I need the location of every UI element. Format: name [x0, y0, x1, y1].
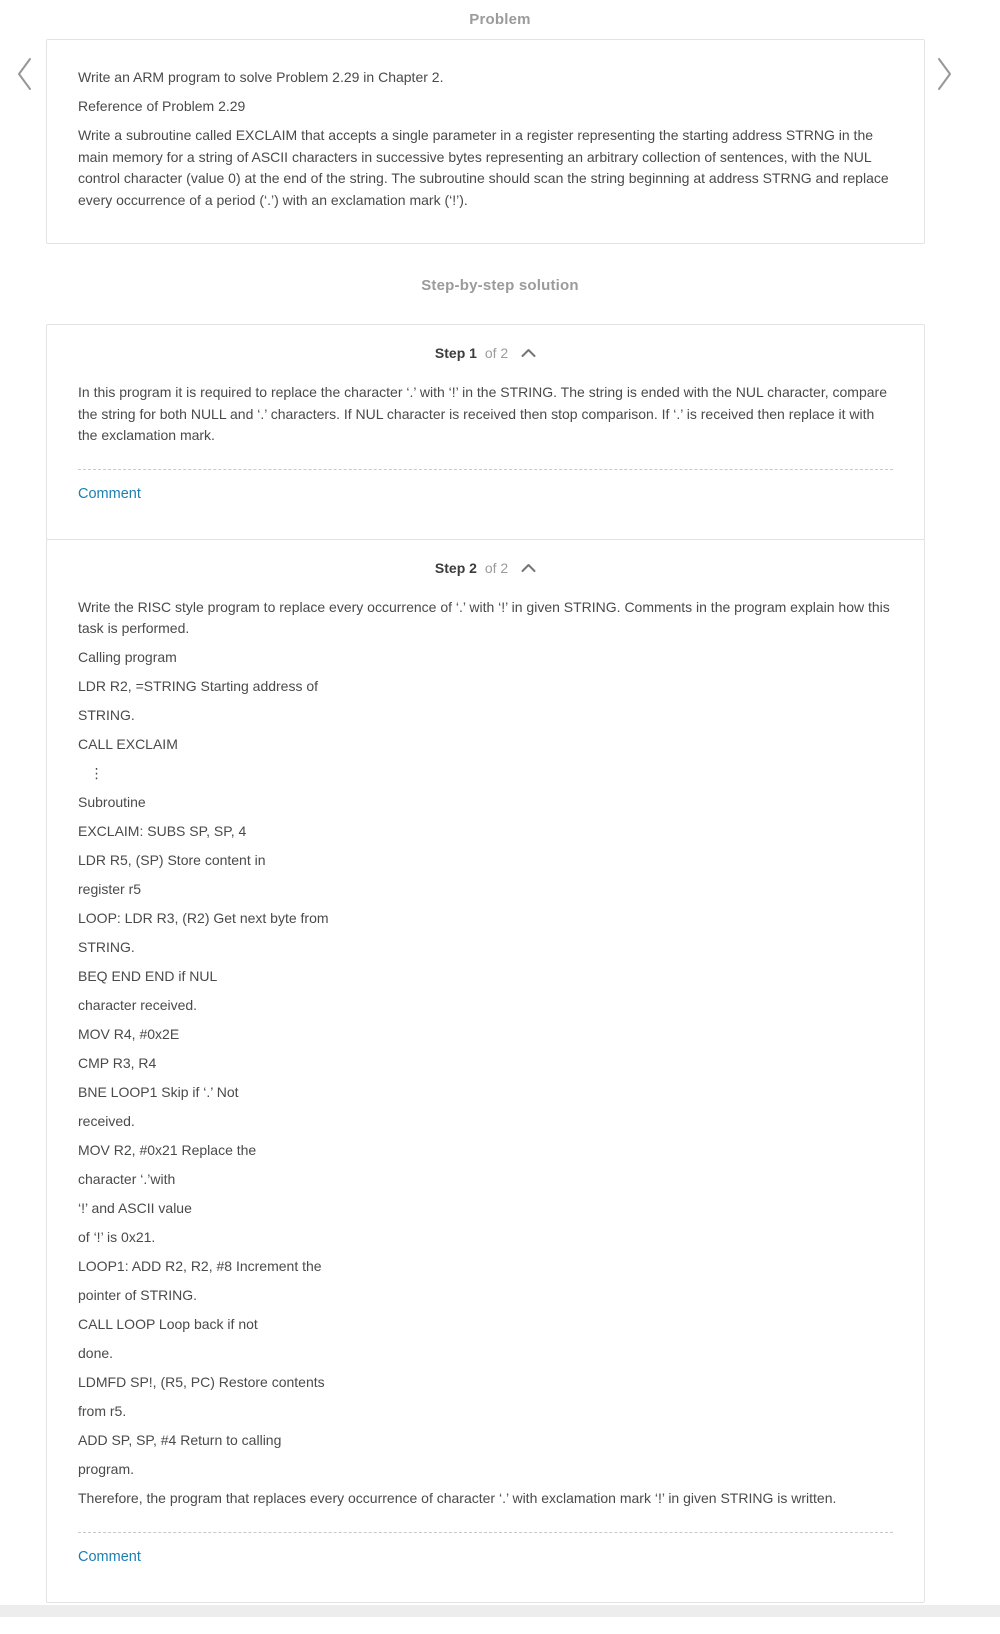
collapse-chevron-up-icon[interactable] — [521, 560, 536, 576]
problem-section — [0, 39, 1000, 244]
step-paragraph: EXCLAIM: SUBS SP, SP, 4 — [78, 823, 247, 839]
step-2-body — [78, 597, 893, 1510]
step-paragraph: ‘!’ and ASCII value — [78, 1200, 192, 1216]
step-2-header[interactable] — [78, 560, 893, 576]
step-paragraph: LOOP: LDR R3, (R2) Get next byte from — [78, 910, 329, 926]
step-paragraph: LDR R5, (SP) Store content in — [78, 852, 266, 868]
next-problem-button[interactable] — [933, 56, 956, 92]
step-paragraph: LOOP1: ADD R2, R2, #8 Increment the — [78, 1258, 322, 1274]
step-paragraph: Therefore, the program that replaces every occurrence of character ‘.’ with exclamation mark ‘!’ in given STRING is written. — [78, 1490, 837, 1506]
chevron-right-icon — [933, 80, 956, 95]
step-1-card — [46, 324, 925, 540]
step-paragraph: STRING. — [78, 939, 135, 955]
step-paragraph: CALL EXCLAIM — [78, 736, 178, 752]
problem-card — [46, 39, 925, 244]
problem-paragraph: Reference of Problem 2.29 — [78, 98, 246, 114]
step-paragraph: character received. — [78, 997, 198, 1013]
step-2-card — [46, 539, 925, 1603]
problem-title: Problem — [469, 11, 531, 28]
step-paragraph: CMP R3, R4 — [78, 1055, 157, 1071]
step-paragraph: of ‘!’ is 0x21. — [78, 1229, 156, 1245]
step-paragraph: LDMFD SP!, (R5, PC) Restore contents — [78, 1374, 325, 1390]
step-paragraph: CALL LOOP Loop back if not — [78, 1316, 258, 1332]
step-paragraph: Calling program — [78, 649, 177, 665]
step-paragraph: pointer of STRING. — [78, 1287, 198, 1303]
dashed-divider — [78, 1532, 893, 1533]
step-paragraph: In this program it is required to replace the character ‘.’ with ‘!’ in the STRING. The string is ended with the NUL character, compare the string for both NULL and ‘.’ characters. If NUL character is received then stop comparison. If ‘.’ is received then replace it with the exclamation mark. — [78, 384, 891, 443]
step-paragraph: BNE LOOP1 Skip if ‘.’ Not — [78, 1084, 239, 1100]
step-count: of 2 — [484, 345, 509, 361]
step-paragraph: character ‘.’with — [78, 1171, 176, 1187]
step-label: Step 1 — [434, 345, 477, 361]
step-1-header[interactable] — [78, 345, 893, 361]
step-paragraph: from r5. — [78, 1403, 127, 1419]
step-paragraph: done. — [78, 1345, 114, 1361]
problem-paragraph: Write an ARM program to solve Problem 2.29 in Chapter 2. — [78, 69, 444, 85]
dashed-divider — [78, 469, 893, 470]
collapse-chevron-up-icon[interactable] — [521, 345, 536, 361]
chevron-left-icon — [13, 80, 36, 95]
step-paragraph: program. — [78, 1461, 135, 1477]
step-label: Step 2 — [434, 559, 477, 576]
step-paragraph: BEQ END END if NUL — [78, 968, 218, 984]
footer-strip — [0, 1605, 1000, 1617]
step-1-body — [78, 382, 893, 447]
step-paragraph: MOV R2, #0x21 Replace the — [78, 1142, 257, 1158]
step-paragraph: LDR R2, =STRING Starting address of — [78, 678, 319, 694]
prev-problem-button[interactable] — [13, 56, 36, 92]
solution-title: Step-by-step solution — [421, 277, 579, 294]
step-paragraph: STRING. — [78, 707, 135, 723]
comment-link[interactable]: Comment — [78, 485, 141, 502]
step-paragraph: ⋮ — [78, 765, 104, 781]
step-count: of 2 — [484, 559, 509, 576]
step-paragraph: Subroutine — [78, 794, 146, 810]
problem-paragraph: Write a subroutine called EXCLAIM that accepts a single parameter in a register representing the starting address STRNG in the main memory for a string of ASCII characters in successive bytes representing an arbitrary collection of sentences, with the NUL control character (value 0) at the end of the string. The subroutine should scan the string beginning at address STRNG and replace every occurrence of a period (‘.’) with an exclamation mark (‘!’). — [78, 127, 893, 208]
comment-link[interactable]: Comment — [78, 1548, 141, 1565]
step-paragraph: MOV R4, #0x2E — [78, 1026, 180, 1042]
step-paragraph: Write the RISC style program to replace every occurrence of ‘.’ with ‘!’ in given STRING. Comments in the program explain how this task is performed. — [78, 598, 894, 636]
problem-text — [78, 67, 893, 211]
step-paragraph: register r5 — [78, 881, 142, 897]
step-paragraph: ADD SP, SP, #4 Return to calling — [78, 1432, 282, 1448]
step-paragraph: received. — [78, 1113, 135, 1129]
